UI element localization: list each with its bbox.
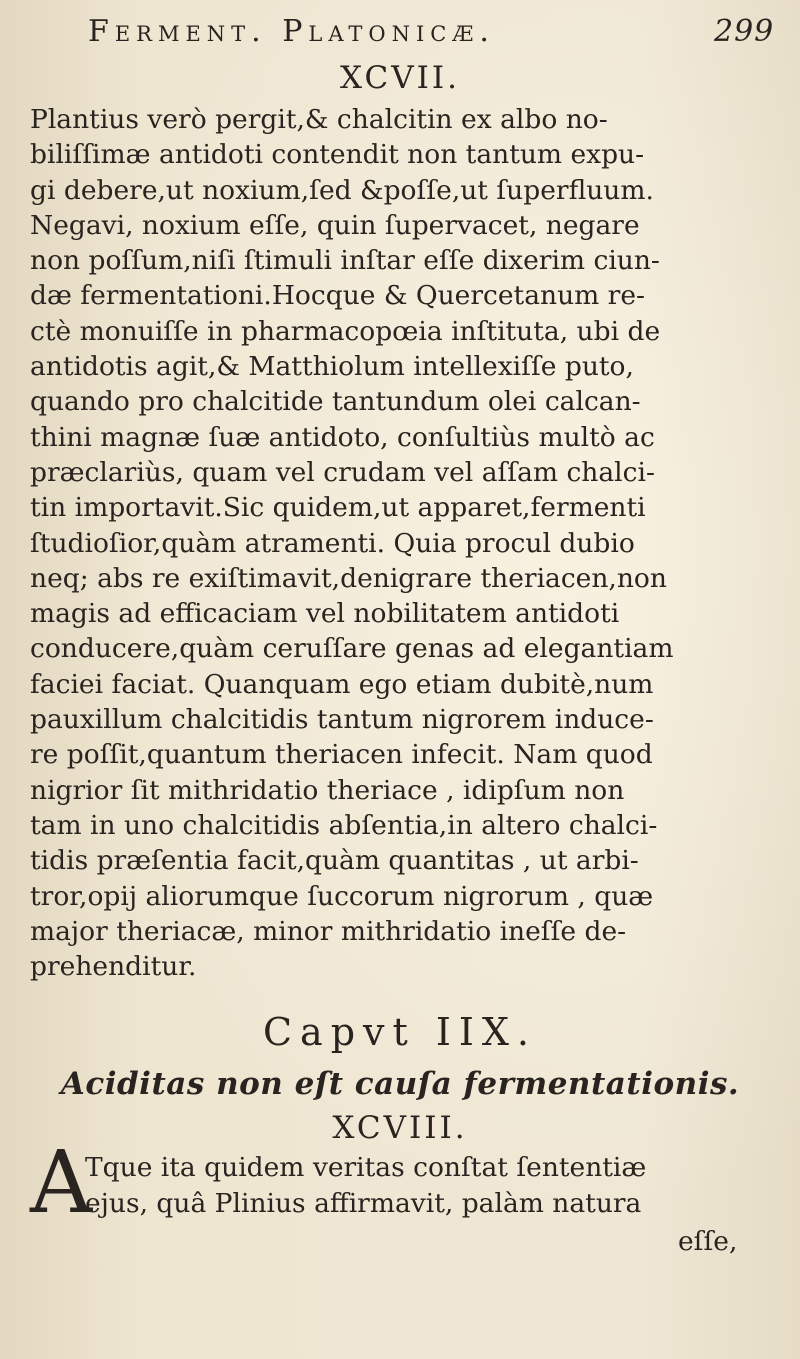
text-line: gi debere,ut noxium,ſed &poſſe,ut ſuperfluum. xyxy=(30,174,654,206)
running-title: Ferment. Platonicæ. xyxy=(88,14,495,49)
text-line: tidis præſentia facit,quàm quantitas , ut arbi- xyxy=(30,845,639,877)
text-line: major theriacæ, minor mithridatio ineſſe de- xyxy=(30,915,627,947)
drop-cap: A xyxy=(30,1133,93,1233)
body-paragraph xyxy=(30,102,674,984)
text-line: faciei faciat. Quanquam ego etiam dubitè,num xyxy=(30,668,654,700)
text-line: tam in uno chalcitidis abſentia,in altero chalci- xyxy=(30,809,658,841)
text-line: neq; abs re exiſtimavit,denigrare theriacen,non xyxy=(30,562,667,594)
text-line: ejus, quâ Plinius affirmavit, palàm natura xyxy=(85,1188,642,1219)
text-line: nigrior ſit mithridatio theriace , idipſum non xyxy=(30,774,625,806)
final-paragraph xyxy=(85,1150,685,1222)
text-line: ſtudioſior,quàm atramenti. Quia procul dubio xyxy=(30,527,635,559)
text-line: antidotis agit,& Matthiolum intellexiſſe puto, xyxy=(30,351,634,383)
text-line: Plantius verò pergit,& chalcitin ex albo no- xyxy=(30,104,608,135)
text-line: dæ fermentationi.Hocque & Quercetanum re- xyxy=(30,280,645,312)
catchword: eſſe, xyxy=(678,1226,738,1257)
running-header xyxy=(88,14,800,49)
text-line: tror,opij aliorumque ſuccorum nigrorum , quæ xyxy=(30,880,654,912)
text-line: tin importavit.Sic quidem,ut apparet,fermenti xyxy=(30,492,646,524)
text-line: thini magnæ ſuæ antidoto, conſultiùs multò ac xyxy=(30,421,655,453)
text-line: magis ad efficaciam vel nobilitatem antidoti xyxy=(30,598,620,630)
text-line: præclariùs, quam vel crudam vel aſſam chalci- xyxy=(30,456,655,488)
text-line: pauxillum chalcitidis tantum nigrorem induce- xyxy=(30,704,654,736)
text-line: ctè monuiſſe in pharmacopœia inſtituta, ubi de xyxy=(30,315,661,347)
section-number: XCVII. xyxy=(340,60,460,96)
text-line: re poſſit,quantum theriacen infecit. Nam quod xyxy=(30,739,653,771)
text-line: quando pro chalcitide tantundum olei calcan- xyxy=(30,386,641,418)
text-line: Tque ita quidem veritas conſtat ſententiæ xyxy=(85,1152,647,1183)
text-line: prehenditur. xyxy=(30,951,197,983)
text-line: Negavi, noxium eſſe, quin ſupervacet, negare xyxy=(30,209,640,241)
chapter-subtitle: Aciditas non eſt cauſa fermentationis. xyxy=(60,1066,740,1102)
text-line: biliſſimæ antidoti contendit non tantum expu- xyxy=(30,139,645,171)
page-number: 299 xyxy=(714,14,775,49)
chapter-heading: Capvt IIX. xyxy=(262,1010,538,1054)
text-line: non poſſum,niſi ſtimuli inſtar eſſe dixerim ciun- xyxy=(30,245,660,277)
section-number: XCVIII. xyxy=(332,1110,468,1146)
text-line: conducere,quàm ceruſſare genas ad elegantiam xyxy=(30,633,674,665)
